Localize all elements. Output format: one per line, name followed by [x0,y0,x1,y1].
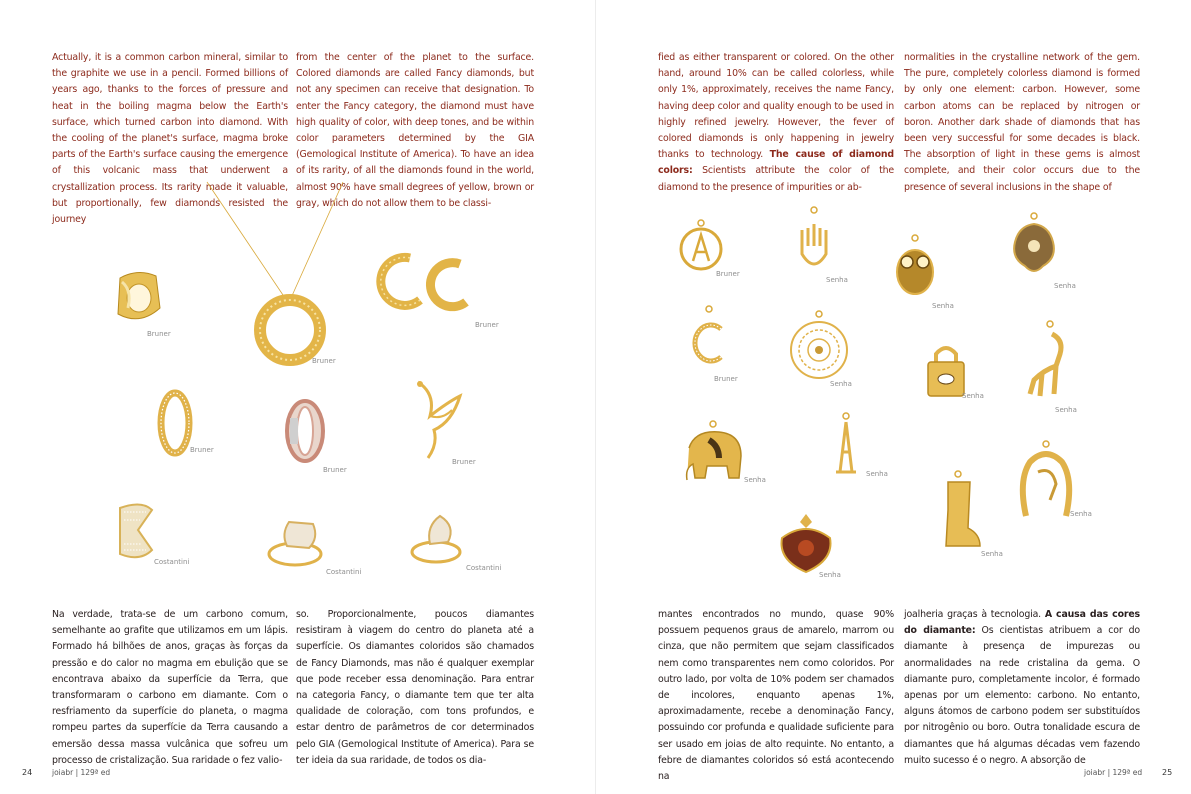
caption: Bruner [452,458,476,466]
horse-pendant-image [1024,320,1070,400]
en-column-1: Actually, it is a common carbon mineral, similar to the graphite we use in a pencil. Formed billions of years ago, thanks to the forces of pressure and heat in the boiling magma below the Earth's surface, which turned carbon into diamond. With the cooling of the planet's surface, magma broke parts of the Earth's surface causing the emergence of this volcanic mass that underwent a crystallization process. Its rarity made it valuable, but proportionally, few diamonds resisted the journey [52,52,288,226]
costantini-teardrop-ring-image [408,514,468,566]
caption: Costantini [326,568,362,576]
caption: Costantini [154,558,190,566]
pt-column-2: so. Proporcionalmente, poucos diamantes resistiram à viagem do centro do planeta até a superfície. Os diamantes coloridos são chamados de Fancy Diamonds, mas não é qualquer exemplar que pode receber essa denominação. Para entrar na categoria Fancy, o diamante tem que ter alta qualidade de coloração, com tons profundos, e estar dentro de parâmetros de cor determinados pelo GIA (Gemological Institute of America). Para se ter ideia da sua raridade, de todos os dia- [296,609,534,766]
ornate-pendant-image [1009,212,1059,278]
boot-pendant-image [936,470,984,556]
bruner-band-ring-image [155,390,195,456]
eiffel-tower-pendant-image [830,412,862,476]
right-page [596,0,1191,794]
owl-pendant-image [891,234,939,298]
costantini-pave-ring-image [265,518,329,568]
en-column-3 [658,50,894,193]
page-number: 25 [1162,768,1173,777]
page-number: 24 [22,768,33,777]
caption: Senha [1070,510,1092,518]
letter-a-pendant-image [678,215,724,273]
caption: Senha [830,380,852,388]
pt-column-4-text: Os cientistas atribuem a cor do diamante à presença de impurezas ou anormalidades na rede cristalina da gema. O diamante puro, completamente incolor, é formado apenas por um elemento: carbono. No entanto, alguns átomos de carbono podem ser substituídos por nitrogênio ou boro. Outra tonalidade escura de diamantes que há algumas décadas vem fazendo muito sucesso é o negro. A absorção de [904,625,1140,766]
padlock-pendant-image [922,340,970,400]
en-column-3-text: fied as either transparent or colored. On the other hand, around 10% can be called colorless, while only 1%, approximately, receives the name Fancy, having deep color and quality enough to be used in highly refined jewelry. However, the fever of colored diamonds is only happening in jewelry thanks to technology. [658,52,894,161]
bruner-earrings-image [380,252,478,314]
letter-c-pendant-image [691,305,725,369]
pt-column-4-before-bold: joalheria graças à tecnologia. [904,609,1042,620]
en-column-3-after-bold: Scientists attribute the color of the diamond to the presence of impurities or ab- [658,165,894,193]
caption: Bruner [312,357,336,365]
caption: Senha [819,571,841,579]
costantini-open-ring-image [112,500,162,562]
caption: Bruner [190,446,214,454]
caption: Senha [866,470,888,478]
caption: Senha [1054,282,1076,290]
bruner-necklace-image [205,180,345,370]
pomegranate-pendant-image [776,512,836,574]
elephant-pendant-image [679,420,747,484]
en-column-2: from the center of the planet to the surface. Colored diamonds are called Fancy diamonds, but not any specimen can receive that designation. To enter the Fancy category, the diamond must have high quality of color, with deep tones, and be within color parameters determined by the GIA (Gemological Institute of America). To have an idea of its rarity, of all the diamonds found in the world, almost 90% have small degrees of yellow, brown or gray, which do not allow them to be classi- [296,52,534,209]
caption: Senha [1055,406,1077,414]
caption: Senha [826,276,848,284]
caption: Bruner [147,330,171,338]
bruner-ring-image [112,268,164,326]
bruner-bird-brooch-image [408,376,464,462]
caption: Bruner [716,270,740,278]
pt-bold-heading: A causa das cores do diamante: [904,609,1140,637]
caption: Senha [744,476,766,484]
left-page [0,0,595,794]
pt-column-3: mantes encontrados no mundo, quase 90% possuem pequenos graus de amarelo, marrom ou cinza, que não permitem que sejam classificados nem como transparentes nem como coloridos. Por outro lado, por volta de 10% podem ser chamados de incolores, enquanto apenas 1%, aproximadamente, recebe a denominação Fancy, possuindo cor profunda e qualidade suficiente para ser usado em joias de alto requinte. No entanto, a febre de diamantes coloridos só está acontecendo na [658,609,894,783]
caption: Senha [981,550,1003,558]
horseshoe-pendant-image [1016,440,1076,522]
caption: Senha [932,302,954,310]
hamsa-pendant-image [796,206,832,280]
caption: Senha [962,392,984,400]
pt-column-1: Na verdade, trata-se de um carbono comum, semelhante ao grafite que utilizamos em um lápis. Formado há bilhões de anos, graças às forças da pressão e do calor no magma em ebulição que se encontrava abaixo da superfície da Terra, que transformaram o carbono em diamante. Com o resfriamento da superfície do planeta, o magma rompeu partes da superfície da Terra causando a emersão dessa massa vulcânica que sofreu um processo de cristalização. Sua raridade o fez valio- [52,609,288,766]
caption: Bruner [323,466,347,474]
en-bold-heading: The cause of diamond colors: [658,149,894,177]
caption: Bruner [475,321,499,329]
bruner-rose-ring-image [282,398,328,464]
caption: Bruner [714,375,738,383]
en-column-4: normalities in the crystalline network of the gem. The pure, completely colorless diamond is formed by only one element: carbon. However, some carbon atoms can be replaced by nitrogen or boron. Another dark shade of diamonds that has been very successful for some decades is black. The absorption of light in these gems is almost complete, and their color occurs due to the presence of several inclusions in the shape of [904,52,1140,193]
mandala-pendant-image [789,310,849,384]
magazine-name: joiabr | 129ª ed [1084,768,1143,777]
magazine-name: joiabr | 129ª ed [52,768,111,777]
pt-column-4 [904,607,1140,766]
caption: Costantini [466,564,502,572]
